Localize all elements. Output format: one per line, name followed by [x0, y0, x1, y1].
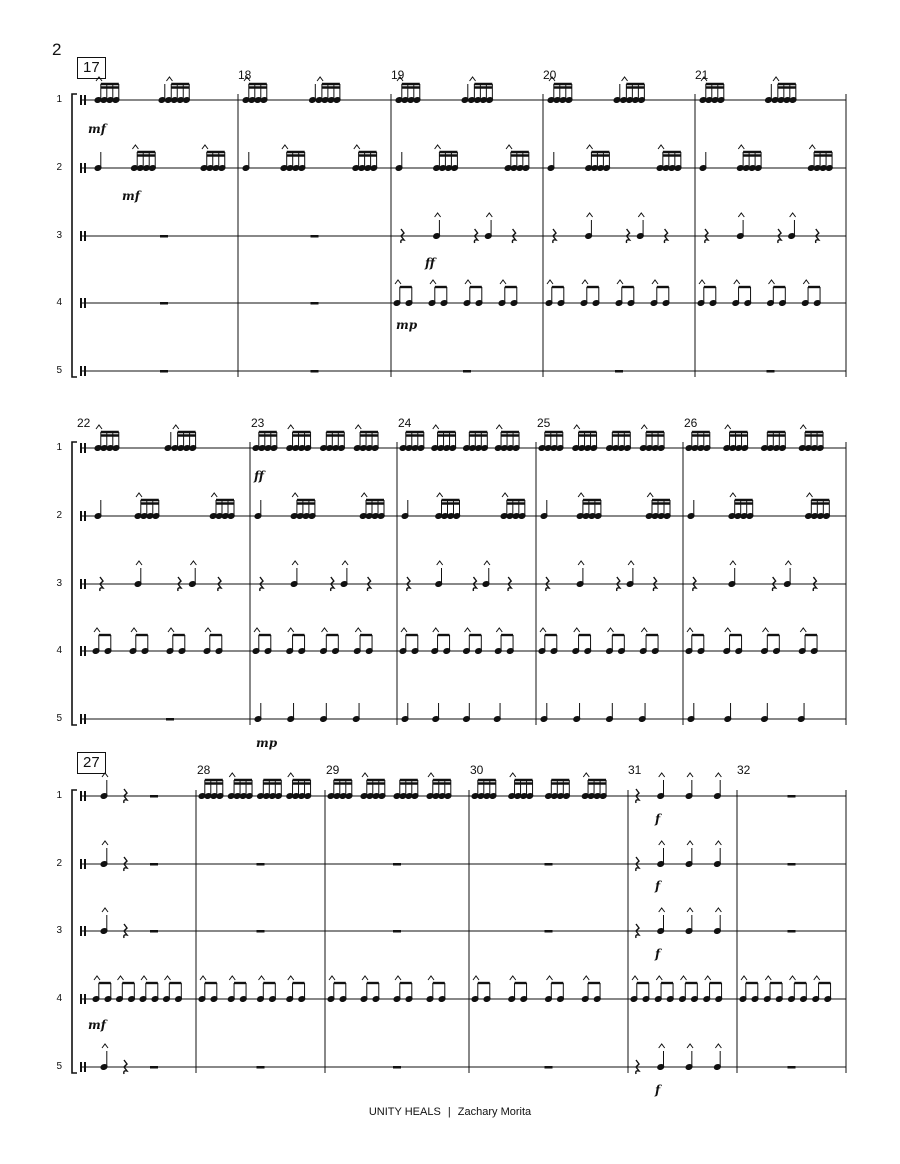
accent — [96, 425, 102, 429]
percussion-clef — [80, 1062, 82, 1072]
whole-rest — [767, 370, 775, 373]
accent — [587, 213, 593, 217]
accent — [578, 561, 584, 565]
accent — [166, 77, 172, 81]
accent — [395, 280, 401, 284]
accent — [428, 773, 434, 777]
dynamic-marking: f — [655, 947, 661, 961]
accent — [628, 561, 634, 565]
accent — [205, 628, 211, 632]
accent — [141, 976, 147, 980]
accent — [473, 976, 479, 980]
dynamic-marking: mp — [256, 736, 278, 750]
staff-label: 3 — [56, 230, 62, 241]
whole-rest — [393, 930, 401, 933]
percussion-clef — [84, 926, 86, 936]
accent — [659, 773, 665, 777]
accent — [484, 561, 490, 565]
accent — [288, 425, 294, 429]
accent — [659, 908, 665, 912]
percussion-clef — [80, 95, 82, 105]
accent — [173, 425, 179, 429]
footer-separator: | — [447, 1106, 451, 1118]
percussion-clef — [80, 231, 82, 241]
whole-rest — [463, 370, 471, 373]
whole-rest — [393, 863, 401, 866]
accent — [465, 280, 471, 284]
accent — [725, 425, 731, 429]
accent — [361, 493, 367, 497]
accent — [582, 280, 588, 284]
accent — [773, 77, 779, 81]
accent — [622, 77, 628, 81]
accent — [131, 628, 137, 632]
accent — [741, 976, 747, 980]
percussion-clef — [80, 511, 82, 521]
accent — [502, 493, 508, 497]
accent — [587, 145, 593, 149]
measure-number: 18 — [238, 68, 252, 82]
system-bracket — [72, 442, 77, 725]
accent — [715, 773, 721, 777]
accent — [785, 561, 791, 565]
percussion-clef — [80, 791, 82, 801]
staff-label: 1 — [56, 790, 62, 801]
whole-rest — [393, 1066, 401, 1069]
accent — [288, 628, 294, 632]
percussion-clef — [84, 714, 86, 724]
accent — [656, 976, 662, 980]
accent — [211, 493, 217, 497]
staff-label: 1 — [56, 94, 62, 105]
percussion-clef — [80, 163, 82, 173]
accent — [738, 213, 744, 217]
accent — [96, 77, 102, 81]
percussion-clef — [84, 95, 86, 105]
percussion-clef — [80, 926, 82, 936]
accent — [547, 976, 553, 980]
accent — [437, 493, 443, 497]
staff-label: 2 — [56, 858, 62, 869]
accent — [738, 145, 744, 149]
staff-label: 4 — [56, 993, 62, 1004]
accent — [574, 628, 580, 632]
dynamic-marking: mf — [88, 122, 106, 136]
accent — [342, 561, 348, 565]
measure-number: 25 — [537, 416, 551, 430]
accent — [486, 213, 492, 217]
measure-number: 30 — [470, 763, 484, 777]
dynamic-marking: f — [655, 1083, 661, 1097]
accent — [681, 976, 687, 980]
accent — [506, 145, 512, 149]
accent — [437, 561, 443, 565]
accent — [652, 280, 658, 284]
accent — [809, 145, 815, 149]
percussion-clef — [84, 1062, 86, 1072]
accent — [355, 628, 361, 632]
measure-number: 19 — [391, 68, 405, 82]
whole-rest — [257, 1066, 265, 1069]
measure-number: 28 — [197, 763, 211, 777]
measure-number: 21 — [695, 68, 709, 82]
whole-rest — [257, 863, 265, 866]
whole-rest — [160, 235, 168, 238]
accent — [136, 493, 142, 497]
accent — [354, 145, 360, 149]
accent — [687, 841, 693, 845]
accent — [244, 77, 250, 81]
footer-composer: Zachary Morita — [457, 1106, 532, 1118]
accent — [510, 976, 516, 980]
accent — [470, 77, 476, 81]
accent — [288, 773, 294, 777]
accent — [94, 628, 100, 632]
accent — [687, 1044, 693, 1048]
footer-title: UNITY HEALS — [368, 1106, 441, 1118]
accent — [102, 841, 108, 845]
whole-rest — [160, 370, 168, 373]
accent — [734, 280, 740, 284]
accent — [800, 628, 806, 632]
rehearsal-mark: 27 — [77, 752, 106, 774]
percussion-clef — [80, 859, 82, 869]
accent — [259, 976, 265, 980]
accent — [510, 773, 516, 777]
measure-number: 22 — [77, 416, 91, 430]
staff-label: 5 — [56, 1061, 62, 1072]
measure-number: 26 — [684, 416, 698, 430]
measure-number: 24 — [398, 416, 412, 430]
accent — [647, 493, 653, 497]
accent — [322, 628, 328, 632]
accent — [687, 908, 693, 912]
accent — [659, 1044, 665, 1048]
accent — [496, 628, 502, 632]
dynamic-marking: mp — [396, 318, 418, 332]
whole-rest — [160, 302, 168, 305]
accent — [395, 976, 401, 980]
whole-rest — [150, 1066, 158, 1069]
whole-rest — [150, 795, 158, 798]
percussion-clef — [84, 579, 86, 589]
staff-label: 3 — [56, 925, 62, 936]
dynamic-marking: ff — [254, 469, 264, 483]
whole-rest — [150, 863, 158, 866]
accent — [800, 425, 806, 429]
dynamic-marking: mf — [122, 189, 140, 203]
accent — [705, 976, 711, 980]
staff-label: 1 — [56, 442, 62, 453]
whole-rest — [788, 795, 796, 798]
measure-number: 23 — [251, 416, 265, 430]
accent — [317, 77, 323, 81]
accent — [632, 976, 638, 980]
accent — [659, 841, 665, 845]
percussion-clef — [80, 646, 82, 656]
percussion-clef — [84, 443, 86, 453]
accent — [725, 628, 731, 632]
staff-label: 3 — [56, 578, 62, 589]
accent — [496, 425, 502, 429]
measure-number: 32 — [737, 763, 751, 777]
accent — [168, 628, 174, 632]
whole-rest — [257, 930, 265, 933]
accent — [638, 213, 644, 217]
accent — [200, 976, 206, 980]
staff-label: 2 — [56, 510, 62, 521]
whole-rest — [545, 1066, 553, 1069]
accent — [765, 976, 771, 980]
accent — [165, 976, 171, 980]
measure-number: 31 — [628, 763, 642, 777]
accent — [715, 1044, 721, 1048]
accent — [574, 425, 580, 429]
accent — [362, 773, 368, 777]
accent — [430, 280, 436, 284]
dynamic-marking: ff — [425, 256, 435, 270]
system-bracket — [72, 94, 77, 377]
whole-rest — [615, 370, 623, 373]
accent — [229, 773, 235, 777]
accent — [807, 493, 813, 497]
accent — [355, 425, 361, 429]
percussion-clef — [80, 714, 82, 724]
whole-rest — [150, 930, 158, 933]
accent — [500, 280, 506, 284]
accent — [547, 280, 553, 284]
percussion-clef — [84, 994, 86, 1004]
accent — [202, 145, 208, 149]
accent — [715, 908, 721, 912]
accent — [229, 976, 235, 980]
percussion-clef — [80, 443, 82, 453]
percussion-clef — [84, 511, 86, 521]
dynamic-marking: f — [655, 812, 661, 826]
accent — [136, 561, 142, 565]
percussion-clef — [84, 231, 86, 241]
accent — [583, 976, 589, 980]
accent — [641, 628, 647, 632]
accent — [641, 425, 647, 429]
dynamic-marking: f — [655, 879, 661, 893]
accent — [254, 628, 260, 632]
accent — [362, 976, 368, 980]
accent — [282, 145, 288, 149]
accent — [763, 628, 769, 632]
accent — [617, 280, 623, 284]
percussion-clef — [84, 859, 86, 869]
accent — [401, 628, 407, 632]
accent — [288, 976, 294, 980]
accent — [715, 841, 721, 845]
whole-rest — [788, 1066, 796, 1069]
accent — [433, 425, 439, 429]
accent — [803, 280, 809, 284]
measure-number: 20 — [543, 68, 557, 82]
accent — [94, 976, 100, 980]
accent — [658, 145, 664, 149]
whole-rest — [311, 370, 319, 373]
accent — [190, 561, 196, 565]
dynamic-marking: mf — [88, 1018, 106, 1032]
accent — [540, 628, 546, 632]
whole-rest — [311, 235, 319, 238]
accent — [435, 145, 441, 149]
staff-label: 4 — [56, 645, 62, 656]
page-number: 2 — [52, 40, 62, 59]
system-bracket — [72, 790, 77, 1073]
accent — [687, 773, 693, 777]
accent — [102, 908, 108, 912]
accent — [102, 1044, 108, 1048]
accent — [730, 561, 736, 565]
percussion-clef — [84, 366, 86, 376]
accent — [132, 145, 138, 149]
accent — [329, 976, 335, 980]
accent — [608, 628, 614, 632]
accent — [435, 213, 441, 217]
accent — [578, 493, 584, 497]
staff-label: 5 — [56, 365, 62, 376]
accent — [699, 280, 705, 284]
staff-label: 4 — [56, 297, 62, 308]
whole-rest — [166, 718, 174, 721]
whole-rest — [311, 302, 319, 305]
accent — [465, 628, 471, 632]
whole-rest — [788, 863, 796, 866]
percussion-clef — [84, 791, 86, 801]
accent — [397, 77, 403, 81]
accent — [102, 773, 108, 777]
accent — [292, 561, 298, 565]
accent — [769, 280, 775, 284]
accent — [118, 976, 124, 980]
whole-rest — [545, 863, 553, 866]
percussion-clef — [80, 298, 82, 308]
accent — [549, 77, 555, 81]
percussion-clef — [84, 163, 86, 173]
accent — [428, 976, 434, 980]
accent — [687, 628, 693, 632]
accent — [790, 213, 796, 217]
accent — [730, 493, 736, 497]
percussion-clef — [80, 366, 82, 376]
accent — [583, 773, 589, 777]
accent — [292, 493, 298, 497]
accent — [701, 77, 707, 81]
staff-label: 5 — [56, 713, 62, 724]
accent — [433, 628, 439, 632]
percussion-clef — [84, 646, 86, 656]
percussion-clef — [80, 994, 82, 1004]
whole-rest — [545, 930, 553, 933]
staff-label: 2 — [56, 162, 62, 173]
percussion-clef — [84, 298, 86, 308]
percussion-clef — [80, 579, 82, 589]
accent — [790, 976, 796, 980]
rehearsal-mark: 17 — [77, 57, 106, 79]
whole-rest — [788, 930, 796, 933]
accent — [814, 976, 820, 980]
measure-number: 29 — [326, 763, 340, 777]
